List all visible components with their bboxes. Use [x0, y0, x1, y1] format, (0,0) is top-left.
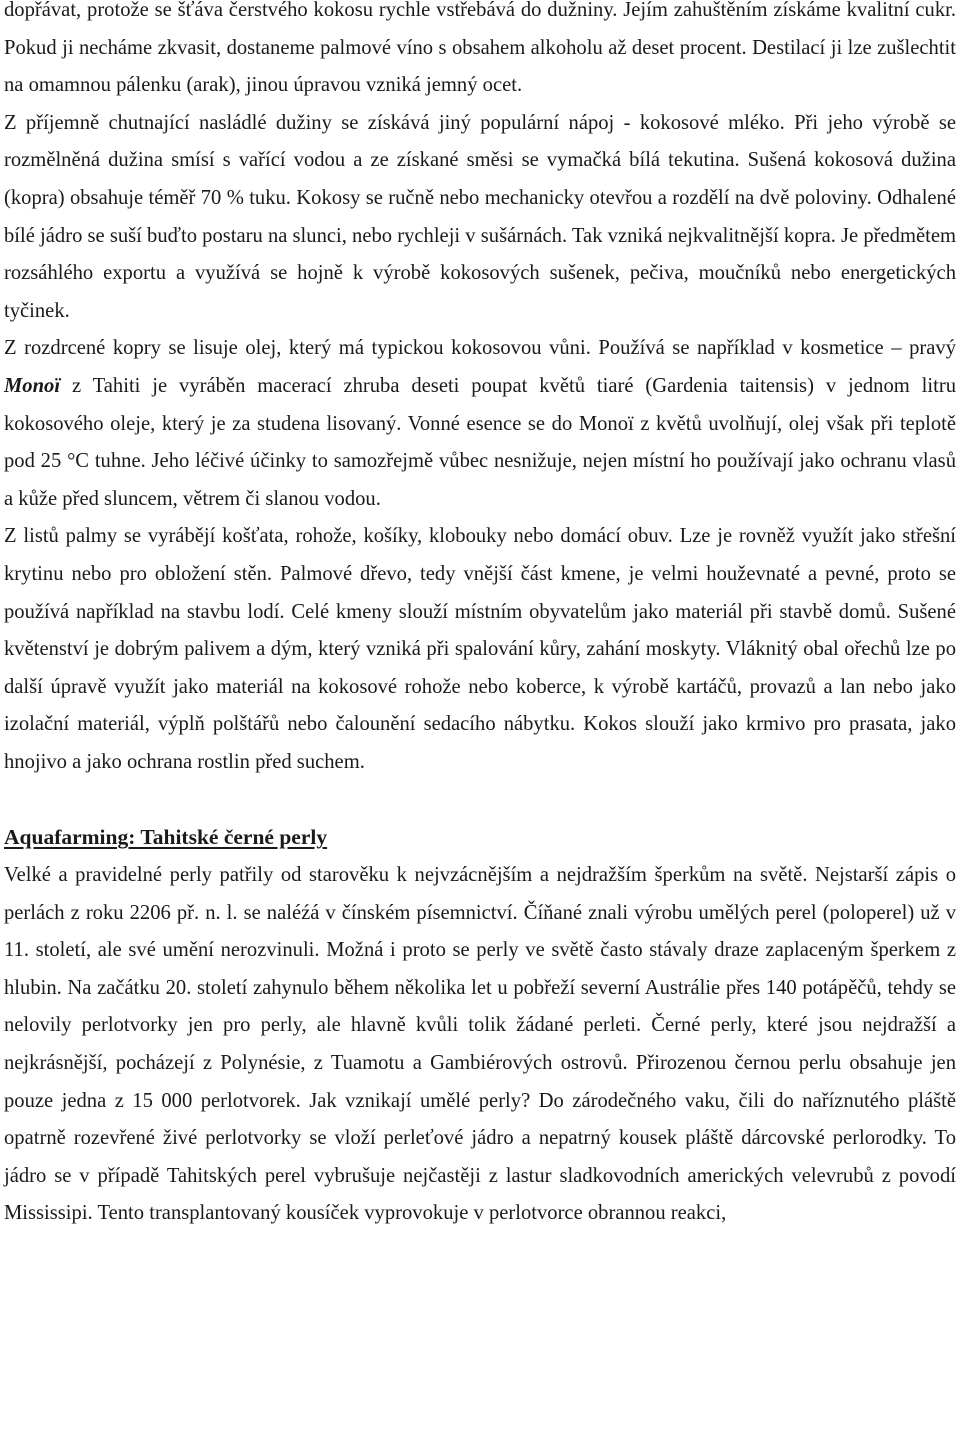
paragraph-pearls: Velké a pravidelné perly patřily od starověku k nejvzácnějším a nejdražším šperkům na světě. Nejstarší zápis o perlách z roku 2206 př. n. l. se naléźá v čínském písemnictví. Číňané znali výrobu umělých perel (poloperel) už v 11. století, ale své umění nerozvinuli. Možná i proto se perly ve světě často stávaly draze zaplaceným šperkem z hlubin. Na začátku 20. století zahynulo během několika let u pobřeží severní Austrálie přes 140 potápěčů, tehdy se nelovily perlotvorky jen pro perly, ale hlavně kvůli tolik žádané perleti. Černé perly, které jsou nejdražší a nejkrásnější, pocházejí z Polynésie, z Tuamotu a Gambiérových ostrovů. Přirozenou černou perlu obsahuje jen pouze jedna z 15 000 perlotvorek. Jak vznikají umělé perly? Do zárodečného vaku, čili do naříznutého pláště opatrně rozevřené živé perlotvorky se vloží perleťové jádro a nepatrný kousek pláště dárcovské perlorodky. To jádro se v případě Tahitských perel vybrušuje nejčastěji z lastur sladkovodních amerických velevrubů z povodí Mississipi. Tento transplantovaný kousíček vyprovokuje v perlotvorce obrannou reakci, [4, 864, 956, 1225]
monoi-text-before: Z rozdrcené kopry se lisuje olej, který má typickou kokosovou vůni. Používá se například v kosmetice – pravý [4, 337, 956, 360]
paragraph-coconut-milk: Z příjemně chutnající nasládlé dužiny se získává jiný populární nápoj - kokosové mléko. Při jeho výrobě se rozmělněná dužina smísí s vařící vodou a ze získané směsi se vymačká bílá tekutina. Sušená kokosová dužina (kopra) obsahuje téměř 70 % tuku. Kokosy se ručně nebo mechanicky otevřou a rozdělí na dvě poloviny. Odhalené bílé jádro se suší buďto postaru na slunci, nebo rychleji v sušárnách. Tak vzniká nejkvalitnější kopra. Je předmětem rozsáhlého exportu a využívá se hojně k výrobě kokosových sušenek, pečiva, moučníků nebo energetických tyčinek. [4, 111, 956, 322]
monoi-text-after: z Tahiti je vyráběn macerací zhruba deseti poupat květů tiaré (Gardenia taitensis) v jednom litru kokosového oleje, který je za studena lisovaný. Vonné esence se do Monoï z květů uvolňují, olej však při teplotě pod 25 °C tuhne. Jeho léčivé účinky to samozřejmě vůbec nesnižuje, nejen místní ho používají jako ochranu vlasů a kůže před sluncem, větrem či slanou vodou. [4, 374, 956, 510]
paragraph-palm-leaves: Z listů palmy se vyrábějí košťata, rohože, košíky, klobouky nebo domácí obuv. Lze je rovněž využít jako střešní krytinu nebo pro obložení stěn. Palmové dřevo, tedy vnější část kmene, je velmi houževnaté a pevné, proto se používá například na stavbu lodí. Celé kmeny slouží místním obyvatelům jako materiál při stavbě domů. Sušené květenství je dobrým palivem a dým, který vzniká při spalování kůry, zahání moskyty. Vláknitý obal ořechů lze po další úpravě využít jako materiál na kokosové rohože nebo koberce, k výrobě kartáčů, provazů a lan nebo jako izolační materiál, výplň polštářů nebo čalounění sedacího nábytku. Kokos slouží jako krmivo pro prasata, jako hnojivo a jako ochrana rostlin před suchem. [4, 525, 956, 773]
paragraph-juice: dopřávat, protože se šťáva čerstvého kokosu rychle vstřebává do dužniny. Jejím zahuštěním získáme kvalitní cukr. Pokud ji necháme zkvasit, dostaneme palmové víno s obsahem alkoholu až deset procent. Destilací ji lze zušlechtit na omamnou pálenku (arak), jinou úpravou vzniká jemný ocet. [4, 0, 956, 97]
monoi-emphasis: Monoï [4, 374, 61, 397]
document-page [4, 0, 956, 1233]
section-heading: Aquafarming: Tahitské černé perly [4, 825, 328, 850]
paragraph-coconut-oil [4, 330, 956, 518]
